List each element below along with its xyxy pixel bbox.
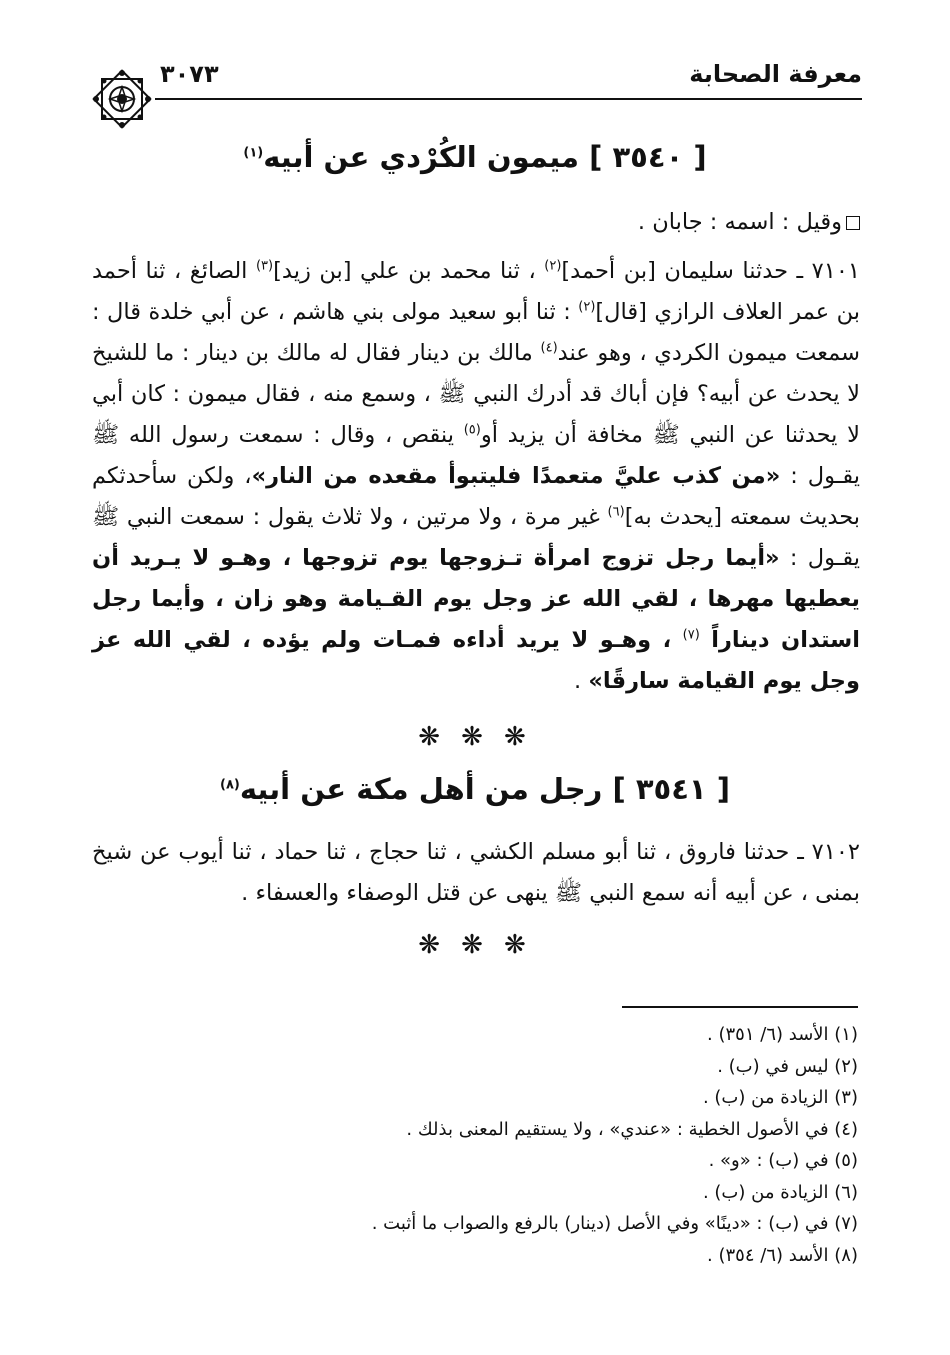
section-heading-3540 [90, 140, 860, 174]
footnote: (٧) في (ب) : «دينًا» وفي الأصل (دينار) بالرفع والصواب ما أثبت . [371, 1213, 858, 1234]
footnote-ref: (٤) [540, 340, 558, 356]
footnote-ref: (٦) [607, 504, 625, 520]
square-bullet-icon [846, 216, 860, 230]
footnote-ref: (٣) [255, 258, 274, 274]
footnote: (٦) الزيادة من (ب) . [702, 1181, 858, 1203]
footnote-ref: (٧) [682, 627, 700, 643]
hadith-7102 [92, 832, 860, 914]
name-note-text: وقيل : اسمه : جابان . [637, 209, 842, 235]
running-header-title: معرفة الصحابة [689, 60, 862, 88]
page-number: ٣٠٧٣ [160, 60, 219, 88]
hadith-text: ينقص ، وقال : سمعت رسول الله ﷺ يقـول : [92, 422, 860, 489]
name-note [92, 202, 860, 243]
prophetic-quote: «من كذب عليَّ متعمدًا فليتبوأ مقعده من النار» [251, 463, 781, 489]
footnote-ref: (٢) [578, 299, 596, 315]
footnotes [158, 1019, 858, 1271]
hadith-text: . [574, 668, 589, 694]
prophetic-quote: «أيما رجل تزوج امرأة تـزوجها يوم تزوجها ، وهـو لا يـريد أن يعطيها مهرها ، لقي الله عز وجل يوم القـيامة وهو زان ، وأيما رجل استدان ديناراً [92, 545, 860, 653]
footnote: (١) الأسد (٦/ ٣٥١) . [707, 1024, 858, 1045]
section-heading-text: [ ٣٥٤١ ] رجل من أهل مكة عن أبيه [239, 772, 730, 806]
section-heading-text: [ ٣٥٤٠ ] ميمون الكُرْدي عن أبيه [263, 140, 707, 174]
hadith-text: : ثنا أبو سعيد مولى بني هاشم ، عن أبي خلدة قال : سمعت ميمون الكردي ، وهو عند [92, 299, 860, 366]
hadith-text: ٧١٠٢ ـ حدثنا فاروق ، ثنا أبو مسلم الكشي ، ثنا حجاج ، ثنا حماد ، ثنا أيوب عن شيخ بمنى ، عن أبيه أنه سمع النبي ﷺ ينهى عن قتل الوصفاء والعسفاء . [92, 839, 860, 906]
footnote-separator [622, 1006, 858, 1008]
hadith-text: ، ولكن سأحدثكم بحديث سمعته [يحدث به] [92, 463, 861, 530]
hadith-text: ، ثنا محمد بن علي [بن زيد] [273, 258, 545, 284]
hadith-7101 [92, 251, 860, 702]
footnote: (٤) في الأصول الخطية : «عندي» ، ولا يستقيم المعنى بذلك . [406, 1118, 858, 1140]
footnote: (٣) الزيادة من (ب) . [702, 1087, 858, 1108]
section-heading-3541 [90, 772, 860, 806]
hadith-text: ٧١٠١ ـ حدثنا سليمان [بن أحمد] [561, 258, 861, 284]
footnote-ref: (٢) [544, 258, 562, 274]
footnote: (٨) الأسد (٦/ ٣٥٤) . [707, 1244, 858, 1266]
footnote-ref: (٥) [463, 422, 481, 438]
section-divider-stars: ❋ ❋ ❋ [418, 722, 532, 752]
header-rule [155, 98, 862, 100]
section-divider-stars: ❋ ❋ ❋ [418, 930, 532, 960]
footnote-ref: (٨) [220, 777, 240, 793]
footnote-ref: (١) [243, 145, 264, 161]
hadith-text: الصائغ ، ثنا أحمد بن عمر العلاف الرازي [قال] [92, 258, 860, 325]
hadith-text: غير مرة ، ولا مرتين ، ولا ثلاث يقول : سمعت النبي ﷺ يقـول : [92, 504, 861, 571]
hadith-text: مالك بن دينار فقال له مالك بن دينار : ما للشيخ لا يحدث عن أبيه؟ فإن أباك قد أدرك النبي ﷺ ، وسمع منه ، فقال ميمون : كان أبي لا يحدثنا عن النبي ﷺ مخافة أن يزيد أو [92, 340, 860, 448]
footnote: (٢) ليس في (ب) . [717, 1055, 858, 1077]
footnote: (٥) في (ب) : «و» . [708, 1150, 858, 1171]
prophetic-quote: ، وهـو لا يريد أداءه فمـات ولم يؤده ، لقي الله عز وجل يوم القيامة سارقًا» [92, 627, 860, 694]
rosette-ornament-icon [86, 63, 158, 135]
